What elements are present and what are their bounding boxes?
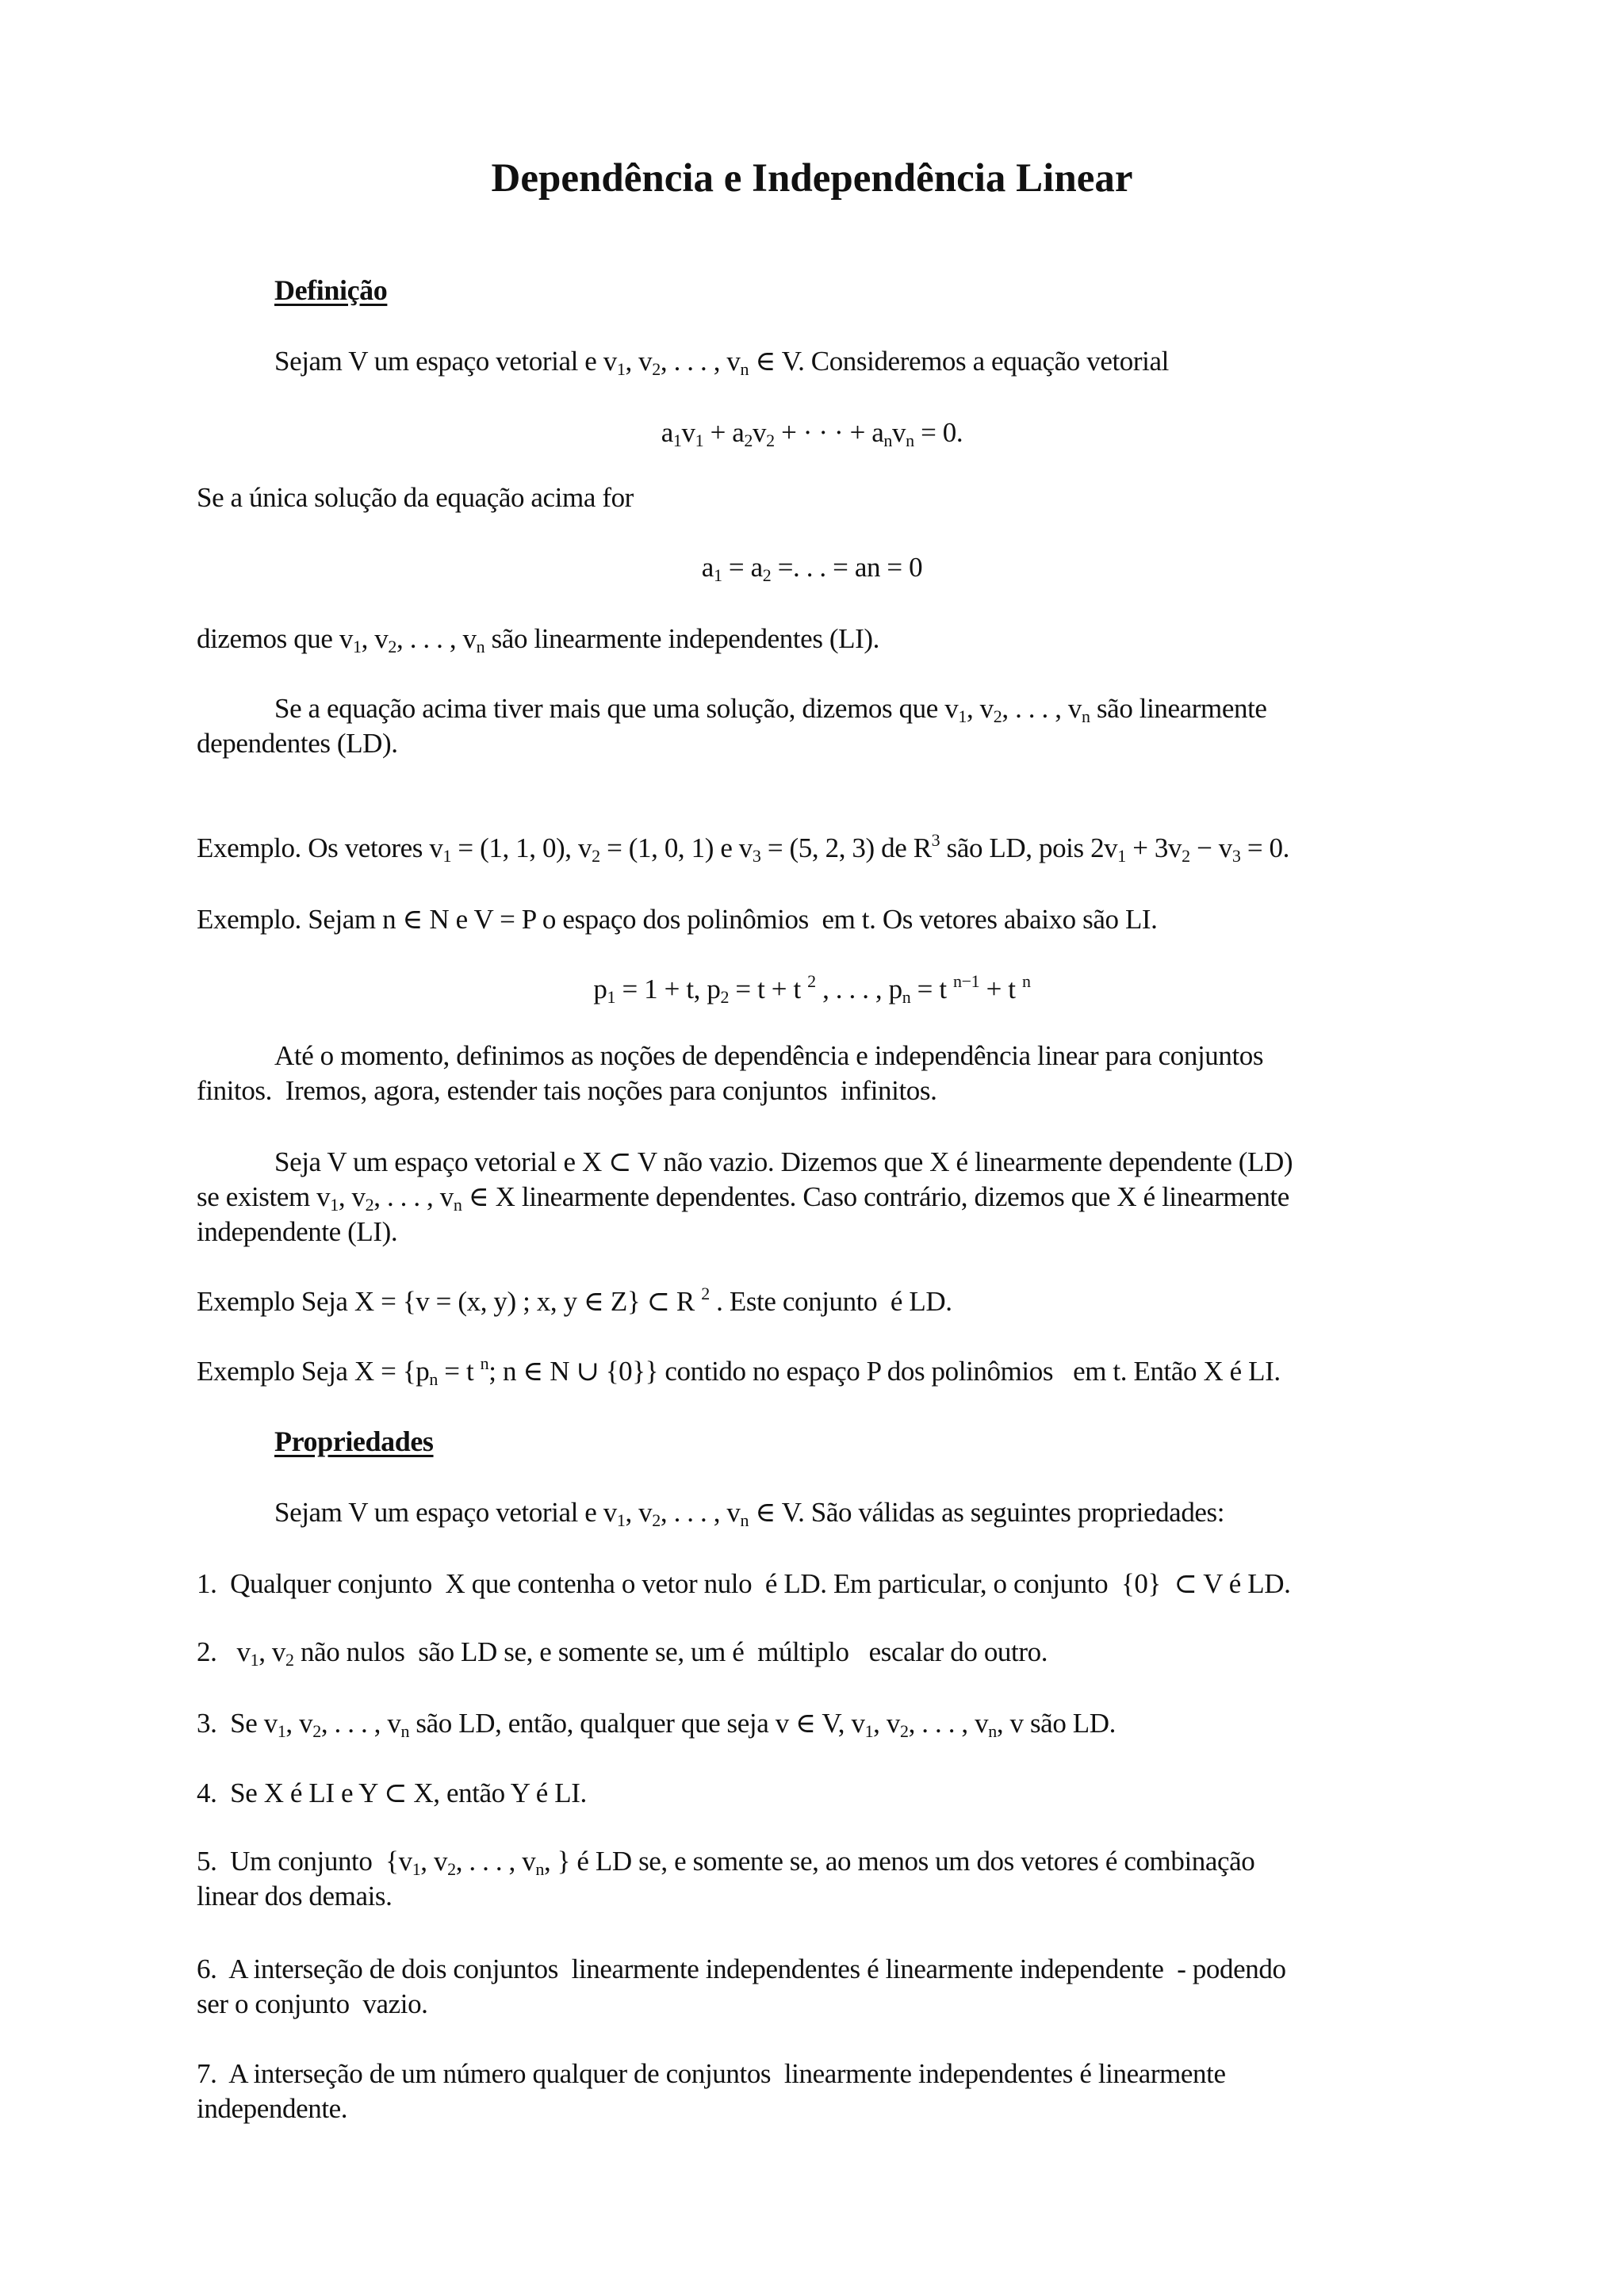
property-2: 2. $v_1$, $v_2$ não nulos são LD se, e somente se, um é múltiplo escalar do outro. <box>197 1636 1048 1670</box>
property-7-line-1: 7. A interseção de um número qualquer de conjuntos linearmente independentes é linearmente <box>197 2058 1226 2089</box>
property-3: 3. Se $v_1$, $v_2$, . . . , $v_n$ são LD, então, qualquer que seja v ∈ V, $v_1$, $v_2$, . . . , $v_n$, v são LD. <box>197 1708 1116 1741</box>
example-4: Exemplo Seja $X = \{p_n = t$ $^n$; n ∈ N ∪ {0}} contido no espaço P dos polinômios em t. Então X é LI. <box>197 1353 1281 1389</box>
property-6-line-1: 6. A interseção de dois conjuntos linearmente independentes é linearmente independente - podendo <box>197 1954 1286 1984</box>
vector-equation: $a_1v_1 + a_2v_2$ + · · · + $a_nv_n = 0$. <box>661 417 963 450</box>
section-heading-propriedades: Propriedades <box>274 1425 434 1457</box>
paragraph-2-line-2: se existem $v_1$, $v_2$, . . . , $v_n$ ∈ X linearmente dependentes. Caso contrário, dizemos que X é linearmente <box>197 1181 1289 1215</box>
property-1: 1. Qualquer conjunto X que contenha o vetor nulo é LD. Em particular, o conjunto {0} ⊂ V é LD. <box>197 1568 1291 1599</box>
example-3: Exemplo Seja X = {v = (x, y) ; x, y ∈ Z} ⊂ R $^2$ . Este conjunto é LD. <box>197 1284 952 1317</box>
property-7-line-2: independente. <box>197 2093 348 2124</box>
property-4: 4. Se X é LI e Y ⊂ X, então Y é LI. <box>197 1777 587 1808</box>
paragraph-1-line-1: Até o momento, definimos as noções de dependência e independência linear para conjuntos <box>274 1040 1264 1071</box>
property-6-line-2: ser o conjunto vazio. <box>197 1988 428 2019</box>
paragraph-1-line-2: finitos. Iremos, agora, estender tais noções para conjuntos infinitos. <box>197 1075 937 1106</box>
definition-line-3: dizemos que $v_1$, $v_2$, . . . , $v_n$ são linearmente independentes (LI). <box>197 623 879 656</box>
paragraph-2-line-3: independente (LI). <box>197 1216 398 1247</box>
section-heading-definicao: Definição <box>274 274 388 306</box>
properties-intro: Sejam V um espaço vetorial e $v_1$, $v_2$, . . . , $v_n$ ∈ V. São válidas as seguintes propriedades: <box>274 1497 1225 1530</box>
example-1: Exemplo. Os vetores $v_1 = (1$, 1, 0), $v_2 = (1$, 0, 1) e $v_3 = (5$, 2, 3) de $R^3$ são LD, pois $2v_1 + 3v_2 - v_3 = 0$. <box>197 830 1289 866</box>
property-5-line-1: 5. Um conjunto {$v_1$, $v_2$, . . . , $v_n$, } é LD se, e somente se, ao menos um dos vetores é combinação <box>197 1846 1255 1879</box>
paragraph-2-line-1: Seja V um espaço vetorial e X ⊂ V não vazio. Dizemos que X é linearmente dependente (LD) <box>274 1146 1293 1177</box>
polynomials-equation: $p_1 = 1 + t$, $p_2 = t + t$ $^2$ , . . . , $p_n = t$ $^{n-1}$ + t $^n$ <box>593 971 1031 1007</box>
definition-line-1: Sejam V um espaço vetorial e $v_1$, $v_2$, . . . , $v_n$ ∈ V. Consideremos a equação vetorial <box>274 346 1169 379</box>
trivial-solution-equation: $a_1 = a_2$ =. . . = an = 0 <box>701 552 923 585</box>
definition-line-2: Se a única solução da equação acima for <box>197 482 634 513</box>
page-title: Dependência e Independência Linear <box>491 156 1133 201</box>
property-5-line-2: linear dos demais. <box>197 1881 393 1911</box>
definition-line-4: Se a equação acima tiver mais que uma solução, dizemos que $v_1$, $v_2$, . . . , $v_n$ são linearmente <box>274 693 1267 726</box>
example-2: Exemplo. Sejam n ∈ N e V = P o espaço dos polinômios em t. Os vetores abaixo são LI. <box>197 904 1158 935</box>
definition-line-5: dependentes (LD). <box>197 728 398 759</box>
